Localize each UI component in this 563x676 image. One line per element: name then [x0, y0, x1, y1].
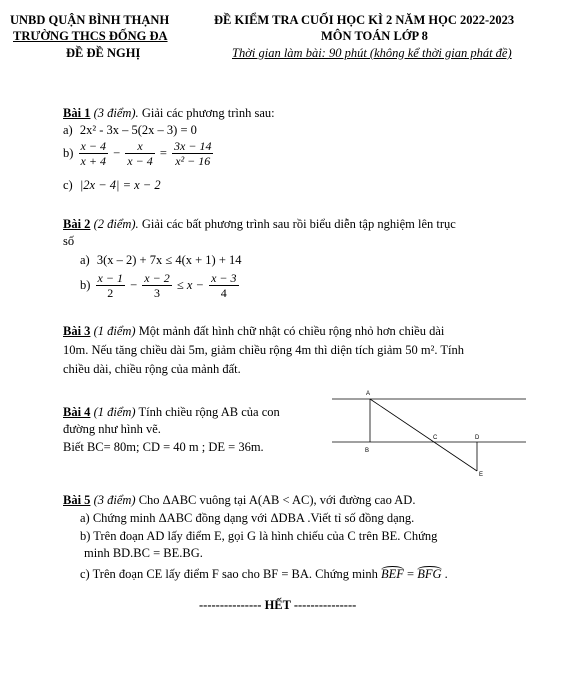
bai3-title: Bài 3	[63, 324, 91, 338]
school-name: TRƯỜNG THCS ĐỐNG ĐA	[13, 29, 168, 43]
bai4-figure	[330, 386, 530, 481]
bai2-title: Bài 2	[63, 217, 91, 231]
bai1-c-expr: |2x − 4| = x − 2	[79, 178, 161, 192]
bai2-b-label: b)	[80, 278, 91, 292]
bai1-b-eq: =	[159, 146, 167, 160]
bai5-b1: b) Trên đoạn AD lấy điểm E, gọi G là hình chiếu của C trên BE. Chứng	[80, 529, 438, 543]
bai1-c-label: c)	[63, 178, 73, 192]
bai5-c	[80, 566, 448, 583]
bai5-c-eq: =	[403, 567, 418, 581]
bai4-title: Bài 4	[63, 405, 91, 419]
bai2-b	[80, 271, 241, 300]
end-marker: --------------- HẾT ---------------	[199, 598, 357, 612]
bai5-heading	[63, 492, 415, 509]
bai2-a-expr: 3(x – 2) + 7x ≤ 4(x + 1) + 14	[96, 253, 242, 267]
bai2-a	[80, 252, 242, 269]
bai4-line3: Biết BC= 80m; CD = 40 m ; DE = 36m.	[63, 440, 264, 454]
time-limit: Thời gian làm bài: 90 phút (không kể thời gian phát đề)	[232, 46, 512, 60]
bai1-text: Giải các phương trình sau:	[138, 106, 275, 120]
bai2-text2: số	[63, 234, 75, 248]
bai3-line2: 10m. Nếu tăng chiều dài 5m, giảm chiều rộng 4m thì diện tích giảm 50 m². Tính	[63, 343, 465, 357]
bai2-points: (2 điểm).	[93, 217, 139, 231]
bai2-b-mid: ≤ x −	[176, 278, 204, 292]
bai1-a	[63, 122, 197, 139]
bai1-b-label: b)	[63, 146, 74, 160]
exam-type: ĐỀ ĐỀ NGHỊ	[66, 46, 141, 60]
bai2-text: Giải các bất phương trình sau rồi biểu diễn tập nghiệm lên trục	[138, 217, 456, 231]
bai1-b-frac2: $\frac{x}{x - 4}$	[127, 139, 153, 168]
bai4-line1	[63, 404, 280, 421]
bai1-a-expr: 2x² - 3x – 5(2x – 3) = 0	[79, 123, 197, 137]
bai4-text1: Tính chiều rộng AB của con	[135, 405, 280, 419]
bai2-b-minus: −	[130, 278, 138, 292]
bai5-a: a) Chứng minh ΔABC đồng dạng với ΔDBA .Viết tỉ số đồng dạng.	[80, 511, 415, 525]
bai1-points: (3 điểm).	[93, 106, 139, 120]
bai4-points: (1 điểm)	[93, 405, 136, 419]
line-ae	[370, 399, 477, 471]
angle-bfg: BFG	[417, 567, 442, 581]
bai1-a-label: a)	[63, 123, 73, 137]
bai1-title: Bài 1	[63, 106, 91, 120]
exam-title: ĐỀ KIỂM TRA CUỐI HỌC KÌ 2 NĂM HỌC 2022-2023	[214, 13, 515, 27]
bai5-c-text: c) Trên đoạn CE lấy điểm F sao cho BF = BA. Chứng minh	[80, 567, 381, 581]
label-b: B	[365, 448, 370, 454]
bai1-b-frac3: $\frac{3x - 14}{\text{x² − 16}}$	[174, 139, 212, 168]
school-district: UNBD QUẬN BÌNH THẠNH	[10, 13, 170, 27]
bai1-c	[63, 177, 161, 194]
bai1-heading	[63, 105, 275, 122]
label-e: E	[479, 472, 484, 478]
bai1-b-frac1: $\frac{x - 4}{x + 4}$	[80, 139, 106, 168]
subject: MÔN TOÁN LỚP 8	[321, 29, 428, 43]
bai2-a-label: a)	[80, 253, 90, 267]
bai3-line3: chiều dài, chiều rộng của mảnh đất.	[63, 362, 241, 376]
bai5-b2: minh BD.BC = BE.BG.	[84, 546, 203, 560]
label-a: A	[366, 391, 371, 397]
bai5-points: (3 điểm)	[93, 493, 136, 507]
bai2-b-frac3: $\frac{x - 3}{4}$	[211, 271, 237, 300]
bai3-line1	[63, 323, 444, 340]
bai2-b-frac1: $\frac{x - 1}{2}$	[97, 271, 123, 300]
bai4-line2: đường như hình vẽ.	[63, 422, 161, 436]
bai5-text: Cho ΔABC vuông tại A(AB < AC), với đường cao AD.	[135, 493, 416, 507]
label-c: C	[433, 435, 438, 441]
bai3-text1: Một mảnh đất hình chữ nhật có chiều rộng nhỏ hơn chiều dài	[135, 324, 445, 338]
label-d: D	[475, 435, 480, 441]
bai2-heading	[63, 216, 456, 233]
bai1-b-minus: −	[113, 146, 121, 160]
angle-bef: BEF	[380, 567, 404, 581]
bai5-title: Bài 5	[63, 493, 91, 507]
bai2-b-frac2: $\frac{x - 2}{3}$	[144, 271, 170, 300]
bai5-c-end: .	[441, 567, 448, 581]
bai3-points: (1 điểm)	[93, 324, 136, 338]
bai1-b	[63, 139, 215, 168]
